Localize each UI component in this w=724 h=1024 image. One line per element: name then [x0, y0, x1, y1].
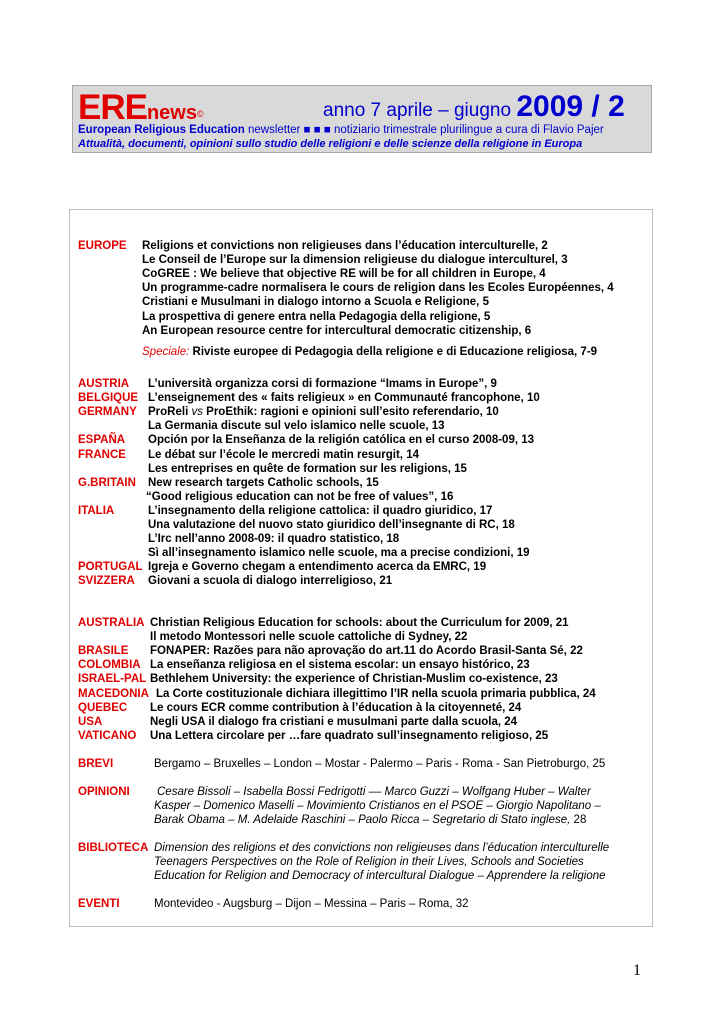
- section-label-europe: EUROPE: [78, 240, 127, 252]
- header-subtitle: [78, 124, 604, 136]
- country-label: QUEBEC: [78, 701, 128, 714]
- section-label-opinioni: OPINIONI: [78, 786, 130, 798]
- toc-entry: An European resource centre for intercultural democratic citizenship, 6: [142, 324, 532, 337]
- country-label: PORTUGAL: [78, 561, 143, 574]
- country-label: VATICANO: [78, 729, 137, 742]
- header-subtitle-rest: newsletter ■ ■ ■ notiziario trimestrale plurilingue a cura di Flavio Pajer: [244, 124, 604, 136]
- issue-info: [323, 90, 625, 124]
- opinioni-text: [154, 814, 586, 827]
- toc-entry: Sì all’insegnamento islamico nelle scuole, ma a precise condizioni, 19: [148, 547, 530, 560]
- logo-ere: ERE: [78, 88, 147, 127]
- section-label-biblioteca: BIBLIOTECA: [78, 842, 149, 854]
- special-text: Riviste europee di Pedagogia della religione e di Educazione religiosa, 7-9: [189, 345, 598, 358]
- toc-entry: CoGREE : We believe that objective RE will be for all children in Europe, 4: [142, 268, 546, 281]
- toc-entry: Les entreprises en quête de formation sur les religions, 15: [148, 462, 467, 475]
- toc-entry: Le débat sur l’école le mercredi matin resurgit, 14: [148, 448, 419, 461]
- issue-number: 2009 / 2: [516, 90, 625, 123]
- entry-part: ProEthik: ragioni e opinioni sull’esito referendario, 10: [202, 406, 499, 419]
- country-label: BELGIQUE: [78, 392, 139, 405]
- toc-entry: L’insegnamento della religione cattolica: il quadro giuridico, 17: [148, 504, 493, 517]
- toc-entry: Le Conseil de l’Europe sur la dimension religieuse du dialogue interculturel, 3: [142, 254, 568, 267]
- country-label: AUSTRALIA: [78, 617, 145, 629]
- entry-part: ProReli: [148, 406, 192, 419]
- opinioni-text: Kasper – Domenico Maselli – Movimiento Cristianos en el PSOE – Giorgio Napolitano –: [154, 800, 601, 813]
- eventi-text: Montevideo - Augsburg – Dijon – Messina – Paris – Roma, 32: [154, 898, 469, 910]
- toc-entry: Opción por la Enseñanza de la religión católica en el curso 2008-09, 13: [148, 434, 535, 447]
- header-subtitle-bold: European Religious Education: [78, 124, 245, 136]
- masthead-logo: [78, 88, 204, 128]
- toc-entry: Giovani a scuola di dialogo interreligioso, 21: [148, 575, 393, 588]
- issue-date: anno 7 aprile – giugno: [323, 100, 517, 121]
- toc-entry: New research targets Catholic schools, 15: [148, 476, 379, 489]
- toc-entry: L’enseignement des « faits religieux » en Communauté francophone, 10: [148, 392, 540, 405]
- country-label: G.BRITAIN: [78, 476, 136, 489]
- country-label: ISRAEL-PAL: [78, 673, 147, 686]
- toc-entry: FONAPER: Razões para não aprovação do art.11 do Acordo Brasil-Santa Sé, 22: [150, 645, 583, 658]
- page-number: 1: [633, 962, 641, 979]
- biblioteca-entry: Teenagers Perspectives on the Role of Religion in their Lives, Schools and Societies: [154, 856, 584, 869]
- header-tagline: Attualità, documenti, opinioni sullo studio delle religioni e delle scienze della religione in Europa: [78, 138, 583, 150]
- country-label: BRASILE: [78, 645, 129, 658]
- copyright-mark: ©: [197, 109, 204, 119]
- section-label-eventi: EVENTI: [78, 898, 120, 910]
- toc-entry: La prospettiva di genere entra nella Pedagogia della religione, 5: [142, 310, 491, 323]
- toc-entry: Bethlehem University: the experience of Christian-Muslim co-existence, 23: [150, 673, 558, 686]
- toc-entry: Negli USA il dialogo fra cristiani e musulmani parte dalla scuola, 24: [150, 715, 518, 728]
- toc-entry: Le cours ECR comme contribution à l’éducation à la citoyenneté, 24: [150, 701, 522, 714]
- toc-entry: Igreja e Governo chegam a entendimento acerca da EMRC, 19: [148, 561, 487, 574]
- toc-entry: “Good religious education can not be free of values”, 16: [146, 490, 454, 503]
- opinioni-text: Cesare Bissoli – Isabella Bossi Fedrigotti –– Marco Guzzi – Wolfgang Huber – Walter: [157, 786, 591, 798]
- opinioni-page: 28: [570, 814, 587, 827]
- brevi-text: Bergamo – Bruxelles – London – Mostar - Palermo – Paris - Roma - San Pietroburgo, 25: [154, 758, 606, 770]
- biblioteca-entry: Dimension des religions et des convictions non religieuses dans l’éducation interculturelle: [154, 842, 610, 854]
- country-label: ESPAÑA: [78, 434, 126, 447]
- toc-entry: La enseñanza religiosa en el sistema escolar: un ensayo histórico, 23: [150, 659, 530, 672]
- toc-entry: Un programme-cadre normalisera le cours de religion dans les Ecoles Européennes, 4: [142, 282, 614, 295]
- toc-entry: Una Lettera circolare per …fare quadrato sull’insegnamento religioso, 25: [150, 729, 549, 742]
- newsletter-header: [72, 85, 652, 153]
- special-label: Speciale:: [142, 345, 190, 358]
- country-label: USA: [78, 715, 103, 728]
- entry-vs: vs: [191, 406, 203, 419]
- toc-entry: Il metodo Montessori nelle scuole cattoliche di Sydney, 22: [150, 631, 468, 644]
- toc-entry: La Germania discute sul velo islamico nelle scuole, 13: [148, 420, 445, 433]
- toc-entry: L’università organizza corsi di formazione “Imams in Europe”, 9: [148, 378, 497, 390]
- country-label: GERMANY: [78, 406, 137, 419]
- country-label: SVIZZERA: [78, 575, 135, 588]
- country-label: COLOMBIA: [78, 659, 141, 672]
- toc-entry: Christian Religious Education for schools: about the Curriculum for 2009, 21: [150, 617, 569, 629]
- country-label: MACEDONIA: [78, 687, 149, 700]
- toc-entry: Religions et convictions non religieuses dans l’éducation interculturelle, 2: [142, 240, 548, 252]
- toc-entry-special: [142, 346, 597, 359]
- section-label-brevi: BREVI: [78, 758, 114, 770]
- toc-entry: L’Irc nell’anno 2008-09: il quadro statistico, 18: [148, 533, 400, 546]
- opinioni-names: Barak Obama – M. Adelaide Raschini – Paolo Ricca – Segretario di Stato inglese,: [154, 814, 571, 827]
- country-label: FRANCE: [78, 448, 126, 461]
- toc-entry: Una valutazione del nuovo stato giuridico dell’insegnante di RC, 18: [148, 519, 515, 531]
- country-label: ITALIA: [78, 504, 115, 517]
- logo-news: news: [146, 102, 197, 124]
- toc-entry: La Corte costituzionale dichiara illegittimo l’IR nella scuola primaria pubblica, 24: [156, 687, 596, 700]
- toc-entry: Cristiani e Musulmani in dialogo intorno a Scuola e Religione, 5: [142, 296, 489, 309]
- table-of-contents: [69, 209, 653, 927]
- country-label: AUSTRIA: [78, 378, 130, 390]
- toc-entry: [148, 406, 499, 419]
- biblioteca-entry: Education for Religion and Democracy of intercultural Dialogue – Apprendere la religione: [154, 870, 606, 883]
